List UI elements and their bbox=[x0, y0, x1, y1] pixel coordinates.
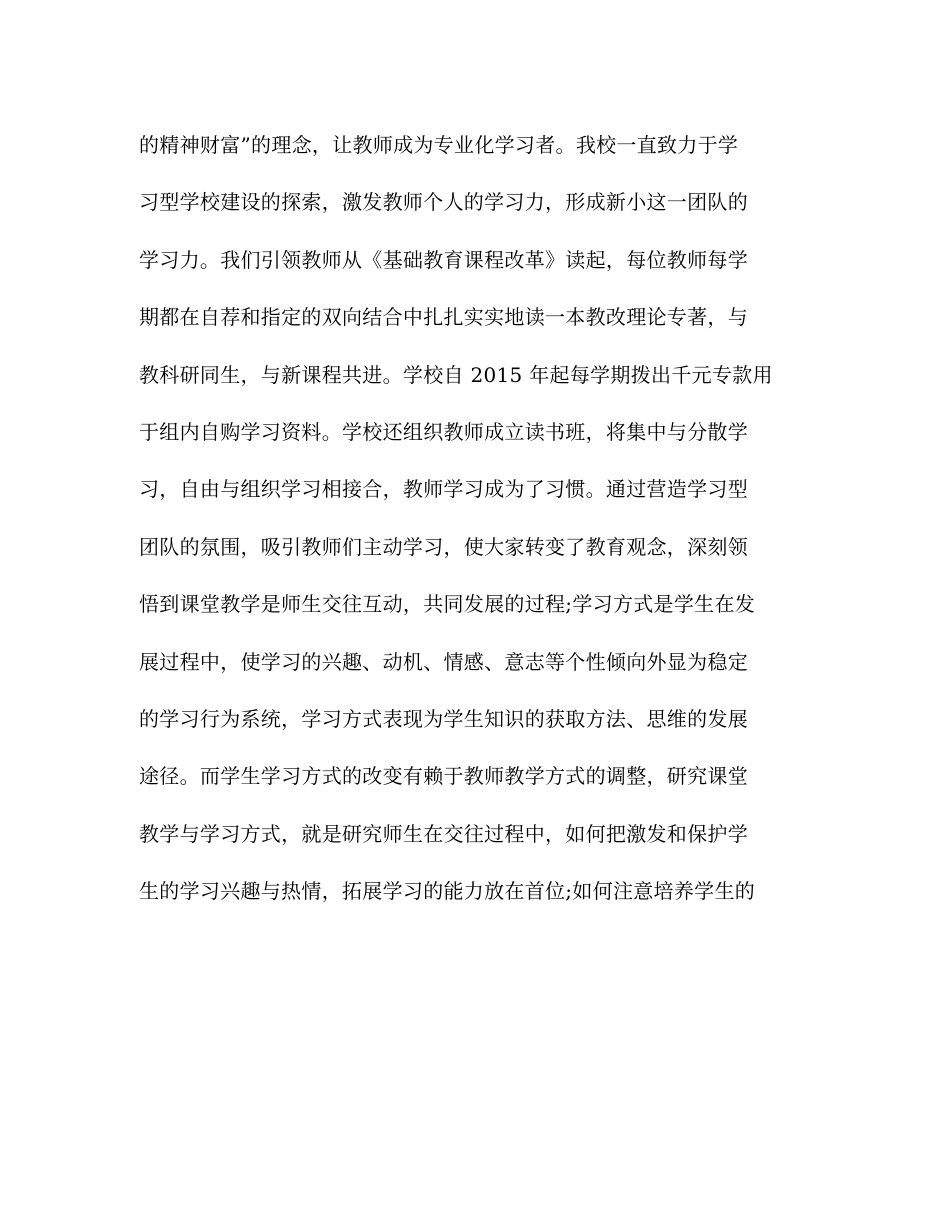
text-line-2: 习型学校建设的探索，激发教师个人的学习力，形成新小这一团队的 bbox=[139, 190, 748, 215]
text-line-11: 的学习行为系统，学习方式表现为学生知识的获取方法、思维的发展 bbox=[139, 706, 748, 731]
text-line-7: 习，自由与组织学习相接合，教师学习成为了习惯。通过营造学习型 bbox=[139, 477, 748, 502]
text-line-10: 展过程中，使学习的兴趣、动机、情感、意志等个性倾向外显为稳定 bbox=[139, 649, 748, 674]
text-line-1: 的精神财富”的理念，让教师成为专业化学习者。我校一直致力于学 bbox=[139, 133, 739, 157]
text-line-6: 于组内自购学习资料。学校还组织教师成立读书班，将集中与分散学 bbox=[139, 419, 748, 444]
body-paragraph bbox=[139, 117, 819, 920]
text-line-14: 生的学习兴趣与热情，拓展学习的能力放在首位;如何注意培养学生的 bbox=[139, 879, 756, 904]
text-line-3: 学习力。我们引领教师从《基础教育课程改革》读起，每位教师每学 bbox=[139, 247, 748, 272]
text-line-8: 团队的氛围，吸引教师们主动学习，使大家转变了教育观念，深刻领 bbox=[139, 534, 748, 559]
text-line-9: 悟到课堂教学是师生交往互动，共同发展的过程;学习方式是学生在发 bbox=[139, 592, 756, 617]
text-line-12: 途径。而学生学习方式的改变有赖于教师教学方式的调整，研究课堂 bbox=[139, 764, 748, 789]
text-line-13: 教学与学习方式，就是研究师生在交往过程中，如何把激发和保护学 bbox=[139, 821, 748, 846]
text-line-5: 教科研同生，与新课程共进。学校自 2015 年起每学期拨出千元专款用 bbox=[139, 362, 773, 387]
text-line-4: 期都在自荐和指定的双向结合中扎扎实实地读一本教改理论专著，与 bbox=[139, 305, 748, 330]
